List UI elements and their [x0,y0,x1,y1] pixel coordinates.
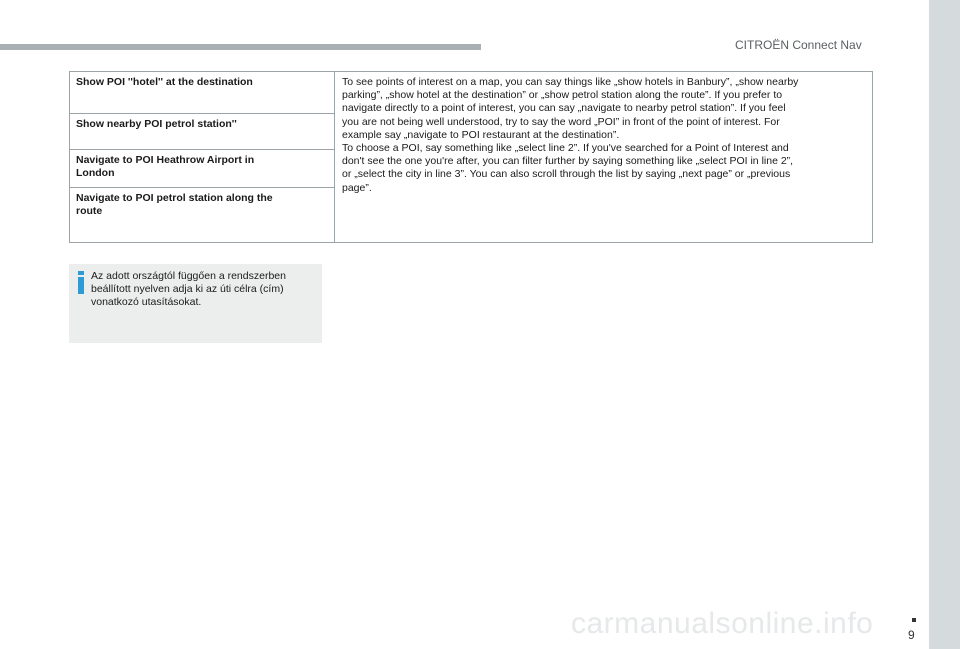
command-line: London [76,167,115,179]
voice-command-table [69,71,873,243]
description-line: don't see the one you're after, you can filter further by saying something like „select POI in line 2”, [342,155,794,168]
command-line: route [76,205,103,217]
info-icon [78,271,84,294]
description-line: or „select the city in line 3”. You can also scroll through the list by saying „next page” or „previous [342,168,791,181]
page-edge-strip [929,0,960,649]
command-cell [70,150,334,188]
page-number: 9 [908,628,915,642]
command-line: Navigate to POI Heathrow Airport in [76,154,255,166]
watermark: carmanualsonline.info [571,607,874,640]
description-line: navigate directly to a point of interest, you can say „navigate to nearby petrol station”. If you feel [342,102,786,115]
info-note-line: vonatkozó utasításokat. [91,296,202,309]
header-title: CITROËN Connect Nav [735,38,862,52]
info-note-line: beállított nyelven adja ki az úti célra (cím) [91,283,284,296]
description-line: To choose a POI, say something like „select line 2”. If you've searched for a Point of Interest and [342,142,789,155]
description-line: parking”, „show hotel at the destination” or „show petrol station along the route”. If you prefer to [342,89,783,102]
command-cell [70,114,334,150]
command-line: Show nearby POI petrol station'' [76,118,237,130]
info-note [69,264,322,343]
command-cell [70,188,334,242]
command-line: Show POI ''hotel'' at the destination [76,76,253,88]
description-line: you are not being well understood, try to say the word „POI” in front of the point of interest. For [342,115,780,128]
description-line: page”. [342,181,372,194]
description-cell [335,72,872,195]
command-column [70,72,335,242]
description-line: example say „navigate to POI restaurant at the destination”. [342,128,620,141]
header-rule [0,44,481,50]
info-note-line: Az adott országtól függően a rendszerben [91,270,286,282]
command-line: Navigate to POI petrol station along the [76,192,273,204]
command-cell [70,72,334,114]
page-marker [912,618,916,622]
info-note-text [91,270,316,310]
description-line: To see points of interest on a map, you can say things like „show hotels in Banbury”, „show nearby [342,76,799,88]
